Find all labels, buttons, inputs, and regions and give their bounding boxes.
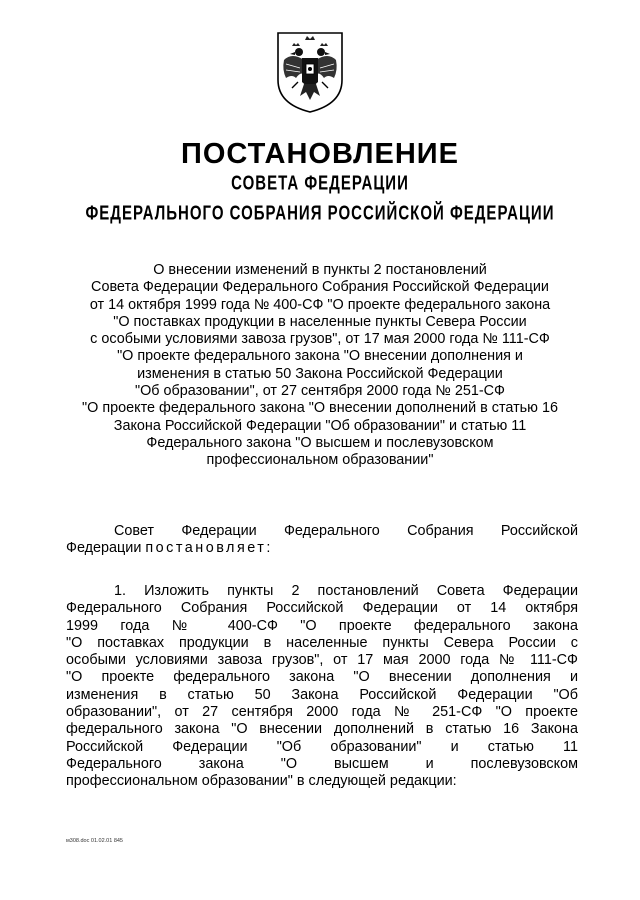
paragraph-line-text: 1. Изложить пункты 2 постановлений Совета Федерации bbox=[114, 583, 578, 599]
subject-line: с особыми условиями завоза грузов", от 17 мая 2000 года № 111-СФ bbox=[90, 331, 550, 348]
subject-line: Совета Федерации Федерального Собрания Российской Федерации bbox=[91, 279, 549, 296]
preamble-line-text: Совет Федерации Федерального Собрания Российской bbox=[114, 523, 578, 539]
paragraph-line: образовании", от 27 сентября 2000 года № 251-СФ "О проекте bbox=[66, 704, 578, 721]
coat-of-arms-emblem-icon bbox=[274, 30, 346, 114]
paragraph-line: Федерального закона "О высшем и послевузовском bbox=[66, 755, 578, 772]
preamble-line bbox=[66, 523, 578, 540]
subject-line: Закона Российской Федерации "Об образовании" и статью 11 bbox=[113, 417, 527, 434]
paragraph-line: профессиональном образовании" в следующей редакции: bbox=[66, 773, 457, 790]
document-footer-code: м308.doc 01.02.01 845 bbox=[66, 838, 123, 844]
paragraph-line bbox=[66, 583, 578, 600]
document-subtitle-assembly: ФЕДЕРАЛЬНОГО СОБРАНИЯ РОССИЙСКОЙ ФЕДЕРАЦИИ bbox=[85, 202, 555, 225]
preamble-line-text: Федерации bbox=[66, 540, 146, 557]
preamble-paragraph bbox=[66, 523, 578, 558]
subject-line: изменения в статью 50 Закона Российской Федерации bbox=[137, 365, 503, 382]
subject-line: "О поставках продукции в населенные пункты Севера России bbox=[113, 313, 527, 330]
subject-line: "О проекте федерального закона "О внесении дополнения и bbox=[117, 348, 523, 365]
subject-line: от 14 октября 1999 года № 400-СФ "О проекте федерального закона bbox=[89, 296, 551, 313]
decree-keyword: постановляет: bbox=[145, 540, 273, 557]
paragraph-line: Федерального Собрания Российской Федерации от 14 октября bbox=[66, 600, 578, 617]
resolution-subject bbox=[30, 262, 610, 470]
subject-line: О внесении изменений в пункты 2 постановлений bbox=[153, 262, 487, 278]
preamble-line bbox=[66, 540, 578, 557]
subject-line: "О проекте федерального закона "О внесении дополнений в статью 16 bbox=[82, 400, 558, 417]
paragraph-line: "О проекте федерального закона "О внесении дополнения и bbox=[66, 669, 578, 686]
paragraph-line: 1999 года № 400-СФ "О проекте федерального закона bbox=[66, 617, 578, 634]
paragraph-line: "О поставках продукции в населенные пункты Севера России с bbox=[66, 634, 578, 651]
subject-line: Федерального закона "О высшем и послевузовском bbox=[146, 434, 494, 451]
decree-paragraph-1 bbox=[66, 583, 578, 791]
paragraph-line: Российской Федерации "Об образовании" и статью 11 bbox=[66, 738, 578, 755]
paragraph-line: изменения в статью 50 Закона Российской Федерации "Об bbox=[66, 686, 578, 703]
paragraph-line: федерального закона "О внесении дополнений в статью 16 Закона bbox=[66, 721, 578, 738]
subject-line: профессиональном образовании" bbox=[206, 452, 434, 469]
paragraph-line: особыми условиями завоза грузов", от 17 мая 2000 года № 111-СФ bbox=[66, 652, 578, 669]
document-title: ПОСТАНОВЛЕНИЕ bbox=[181, 138, 459, 170]
subject-line: "Об образовании", от 27 сентября 2000 года № 251-СФ bbox=[135, 383, 505, 400]
document-subtitle-council: СОВЕТА ФЕДЕРАЦИИ bbox=[231, 172, 409, 195]
